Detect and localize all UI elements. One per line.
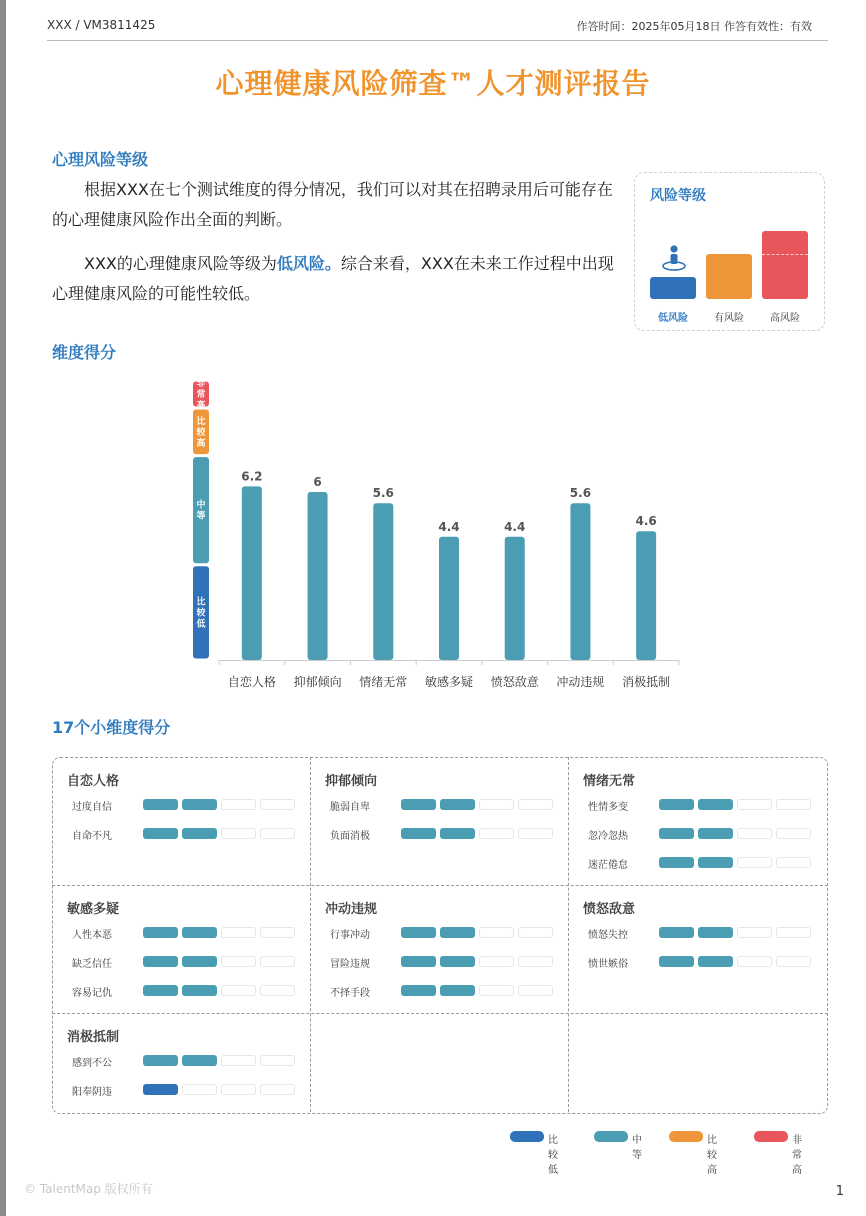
score-segment	[260, 1084, 295, 1095]
legend-label: 比较高	[707, 1135, 717, 1176]
score-segment	[260, 1055, 295, 1066]
score-segment	[518, 956, 553, 967]
score-segment	[518, 799, 553, 810]
copyright-footer: © TalentMap 版权所有	[24, 1182, 153, 1196]
bar-value-label-5: 5.6	[569, 486, 592, 501]
category-label-0: 自恋人格	[227, 675, 276, 689]
score-segment	[698, 828, 733, 839]
score-segment	[698, 799, 733, 810]
score-segment	[479, 927, 514, 938]
grid-divider-h2	[52, 1013, 828, 1014]
score-segment	[401, 956, 436, 967]
risk-intro-paragraph: 根据XXX在七个测试维度的得分情况，我们可以对其在招聘录用后可能存在的心理健康风险作出全面的判断。	[52, 180, 613, 229]
band-label-0: 比较低	[196, 597, 206, 630]
score-segment	[440, 985, 475, 996]
category-label-4: 愤怒敌意	[490, 675, 539, 689]
bar-4	[505, 537, 525, 660]
score-segment	[518, 927, 553, 938]
score-segment	[479, 828, 514, 839]
score-segment	[221, 927, 256, 938]
report-title: 心理健康风险筛查™人才测评报告	[215, 67, 651, 100]
score-segment	[221, 956, 256, 967]
score-segment	[776, 828, 811, 839]
bar-3	[439, 537, 459, 660]
bar-value-label-0: 6.2	[241, 469, 263, 484]
sub-dimension-label: 缺乏信任	[72, 959, 112, 970]
bar-value-label-6: 4.6	[635, 514, 657, 529]
sub-dimension-label: 负面消极	[330, 831, 370, 842]
group-title: 敏感多疑	[67, 902, 120, 917]
score-segment	[143, 799, 178, 810]
header-candidate-id: XXX / VM3811425	[47, 18, 156, 32]
dimension-score-heading: 维度得分	[52, 343, 117, 362]
group-title: 情绪无常	[583, 774, 636, 789]
group-title: 消极抵制	[67, 1030, 120, 1045]
score-segment	[182, 985, 217, 996]
score-segment	[440, 799, 475, 810]
bar-value-label-4: 4.4	[504, 519, 526, 534]
sub-dimension-label: 迷茫倦怠	[588, 860, 628, 871]
score-segment	[440, 828, 475, 839]
bar-1	[308, 492, 328, 660]
risk-result-post: 综合来看，XXX在未来工作过程中出现心理健康风险的可能性较低。	[52, 254, 614, 303]
legend-label: 非常高	[792, 1135, 802, 1176]
sub-dimension-label: 感到不公	[72, 1058, 112, 1069]
bar-6	[636, 531, 656, 660]
sub-dimension-label: 容易记仇	[72, 988, 112, 999]
score-segment	[737, 927, 772, 938]
score-segment	[698, 956, 733, 967]
score-segment	[401, 985, 436, 996]
sub-dimension-label: 阳奉阴违	[72, 1087, 112, 1098]
score-segment	[143, 828, 178, 839]
score-segment	[737, 828, 772, 839]
score-segment	[776, 857, 811, 868]
score-segment	[143, 985, 178, 996]
bar-5	[570, 503, 590, 660]
category-label-1: 抑郁倾向	[293, 675, 342, 689]
score-segment	[401, 828, 436, 839]
risk-label-low: 低风险	[658, 313, 688, 324]
score-segment	[518, 828, 553, 839]
score-segment	[182, 799, 217, 810]
sub-dimension-label: 行事冲动	[330, 930, 370, 941]
bar-value-label-2: 5.6	[372, 486, 394, 501]
score-segment	[659, 828, 694, 839]
score-segment	[260, 956, 295, 967]
group-title: 自恋人格	[67, 774, 120, 789]
sub-dimension-heading: 17个小维度得分	[52, 718, 171, 737]
risk-result-level: 低风险。	[276, 254, 341, 273]
bar-value-label-3: 4.4	[438, 519, 460, 534]
risk-label-medium: 有风险	[714, 313, 744, 324]
bar-0	[242, 486, 262, 660]
page-number: 1	[835, 1184, 844, 1199]
bar-value-label-1: 6	[313, 475, 322, 489]
sub-dimension-label: 愤世嫉俗	[588, 959, 628, 970]
sub-dimension-label: 忽冷忽热	[588, 831, 628, 842]
score-segment	[518, 985, 553, 996]
sub-dimension-label: 自命不凡	[72, 831, 112, 842]
score-segment	[737, 799, 772, 810]
grid-divider-v2	[568, 757, 569, 1112]
score-segment	[479, 985, 514, 996]
risk-level-heading: 心理风险等级	[52, 150, 149, 169]
category-label-5: 冲动违规	[556, 675, 605, 689]
band-label-1: 中等	[196, 500, 206, 522]
band-label-2: 比较高	[196, 416, 206, 449]
header-answer-info: 作答时间：2025年05月18日 作答有效性：有效	[576, 20, 812, 33]
sub-dimension-label: 冒险违规	[330, 959, 370, 970]
score-segment	[182, 1084, 217, 1095]
score-segment	[221, 985, 256, 996]
band-label-3: 非常高	[196, 379, 206, 411]
sub-dimension-label: 脆弱自卑	[330, 802, 370, 813]
score-segment	[260, 799, 295, 810]
legend-label: 比较低	[548, 1135, 558, 1176]
score-segment	[182, 828, 217, 839]
sub-dimension-label: 不择手段	[330, 988, 370, 999]
score-segment	[440, 956, 475, 967]
score-segment	[737, 857, 772, 868]
score-segment	[698, 857, 733, 868]
legend-swatch	[594, 1131, 628, 1142]
group-title: 抑郁倾向	[325, 774, 378, 789]
score-segment	[221, 1055, 256, 1066]
category-label-6: 消极抵制	[622, 675, 671, 689]
group-title: 冲动违规	[325, 902, 378, 917]
category-label-2: 情绪无常	[359, 675, 408, 689]
score-segment	[479, 799, 514, 810]
score-segment	[698, 927, 733, 938]
score-segment	[440, 927, 475, 938]
score-segment	[221, 799, 256, 810]
risk-result-pre: XXX的心理健康风险等级为	[84, 254, 277, 273]
score-segment	[182, 956, 217, 967]
score-segment	[221, 1084, 256, 1095]
score-segment	[260, 828, 295, 839]
score-segment	[479, 956, 514, 967]
score-segment	[182, 927, 217, 938]
legend-swatch	[510, 1131, 544, 1142]
score-segment	[182, 1055, 217, 1066]
grid-divider-v1	[310, 757, 311, 1112]
score-segment	[659, 956, 694, 967]
sub-dimension-label: 愤怒失控	[588, 930, 628, 941]
score-segment	[221, 828, 256, 839]
score-segment	[143, 1084, 178, 1095]
score-segment	[143, 927, 178, 938]
score-segment	[776, 956, 811, 967]
score-segment	[260, 985, 295, 996]
score-segment	[659, 927, 694, 938]
legend-label: 中等	[632, 1135, 642, 1161]
risk-card-title: 风险等级	[650, 188, 706, 204]
grid-divider-h1	[52, 885, 828, 886]
score-segment	[143, 956, 178, 967]
sub-dimension-label: 性情多变	[588, 802, 628, 813]
legend-swatch	[669, 1131, 703, 1142]
score-segment	[401, 927, 436, 938]
sub-dimension-label: 过度自信	[72, 802, 112, 813]
score-segment	[659, 799, 694, 810]
score-segment	[143, 1055, 178, 1066]
category-label-3: 敏感多疑	[424, 675, 474, 689]
risk-label-high: 高风险	[770, 313, 800, 324]
score-segment	[776, 799, 811, 810]
score-segment	[737, 956, 772, 967]
group-title: 愤怒敌意	[583, 902, 636, 917]
sub-dimension-label: 人性本恶	[72, 930, 112, 941]
legend-swatch	[754, 1131, 788, 1142]
score-segment	[659, 857, 694, 868]
score-segment	[776, 927, 811, 938]
score-segment	[401, 799, 436, 810]
score-segment	[260, 927, 295, 938]
bar-2	[373, 503, 393, 660]
